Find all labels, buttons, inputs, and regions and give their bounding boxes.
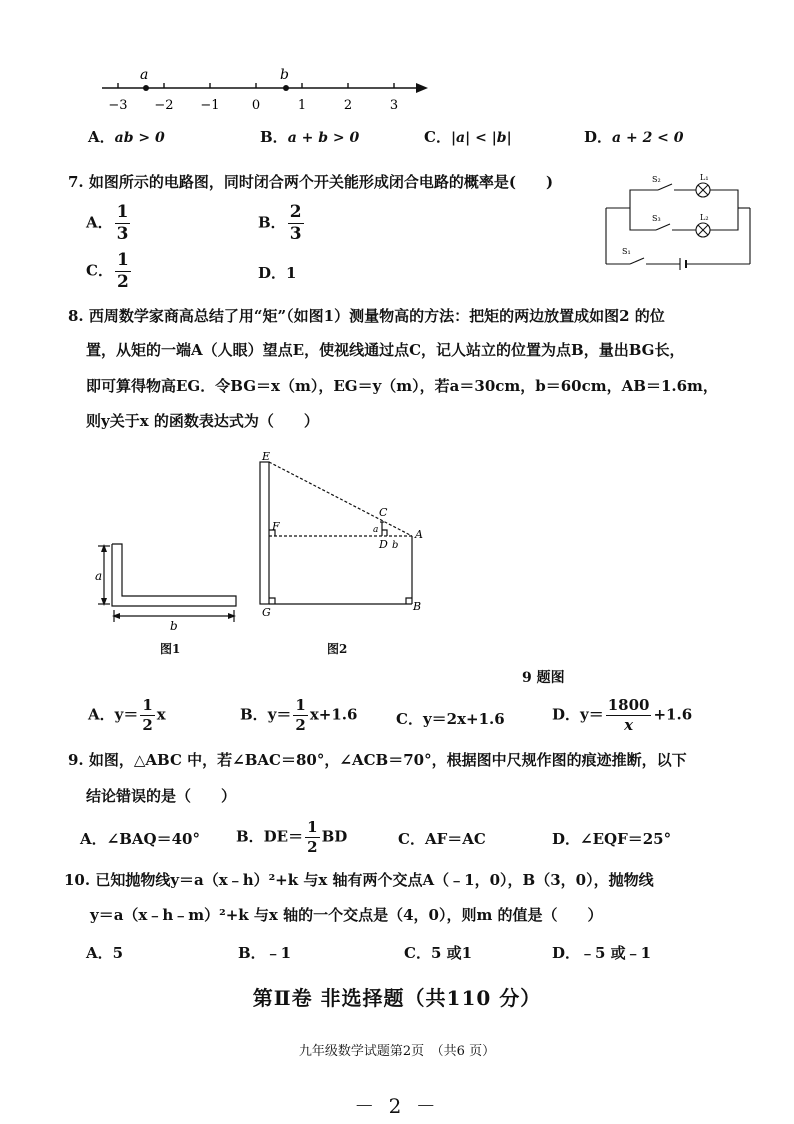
point-a-label: a xyxy=(140,67,149,83)
q6-option-b: B．a + b > 0 xyxy=(260,128,360,146)
q9-line-2: 结论错误的是（ ） xyxy=(86,787,237,805)
point-b-label: b xyxy=(280,67,289,83)
number-line-tick-label: 2 xyxy=(343,98,353,113)
q7-option-a: A． $\frac{1}{3}$ xyxy=(86,202,129,244)
q6-option-c: C．|a| < |b| xyxy=(424,128,512,146)
page-number: － 2 － xyxy=(354,1094,440,1118)
q8-option-c: C．y＝2x+1.6 xyxy=(396,710,505,728)
q8-line-1: 8. 西周数学家商高总结了用“矩”（如图1）测量物高的方法：把矩的两边放置成如图2 的位 xyxy=(68,307,665,325)
q10-option-a: A．5 xyxy=(86,944,124,962)
circuit-diagram xyxy=(596,168,762,274)
fig2-label-b-small: b xyxy=(392,540,399,551)
q9-option-b: B．DE＝ $\frac{1}{2}$ BD xyxy=(236,818,348,856)
fig2-label-a-small: a xyxy=(373,525,379,535)
q10-line-1: 10. 已知抛物线y＝a（x﹣h）²+k 与x 轴有两个交点A（﹣1，0），B（3，0），抛物线 xyxy=(64,871,654,889)
number-line-tick-label: −3 xyxy=(108,98,128,113)
number-line-tick-label: 0 xyxy=(251,98,261,113)
fig2-label-f: F xyxy=(272,520,280,533)
number-line xyxy=(90,66,440,116)
q8-line-2: 置，从矩的一端A（人眼）望点E，使视线通过点C，记人站立的位置为点B，量出BG长， xyxy=(86,341,685,359)
figure-2-caption: 图2 xyxy=(327,642,348,656)
lamp-l1-label: L₁ xyxy=(700,173,709,182)
switch-s1-label: S₁ xyxy=(622,247,631,256)
q10-option-c: C．5 或1 xyxy=(404,944,473,962)
switch-s3-label: S₃ xyxy=(652,214,661,223)
q8-option-d: D．y＝ $\frac{1800}{x}$ +1.6 xyxy=(552,696,693,734)
fig2-label-a: A xyxy=(415,528,423,541)
section-title: 第Ⅱ卷 非选择题（共110 分） xyxy=(252,986,542,1010)
number-line-tick-label: −1 xyxy=(200,98,220,113)
number-line-tick-label: 1 xyxy=(297,98,307,113)
q7-option-b: B． $\frac{2}{3}$ xyxy=(258,202,302,244)
q8-line-4: 则y关于x 的函数表达式为（ ） xyxy=(86,412,319,430)
q9-option-c: C．AF＝AC xyxy=(398,830,486,848)
fig2-label-e: E xyxy=(262,450,271,463)
figure-1-ju xyxy=(90,536,250,636)
fig2-label-c: C xyxy=(379,506,388,519)
figure-9-caption: 9 题图 xyxy=(522,670,565,686)
lamp-l2-label: L₂ xyxy=(700,213,709,222)
q10-option-b: B．﹣1 xyxy=(238,944,292,962)
q8-option-b: B．y＝ $\frac{1}{2}$ x+1.6 xyxy=(240,696,358,734)
q6-option-d: D．a + 2 < 0 xyxy=(584,128,684,146)
q9-line-1: 9. 如图，△ABC 中，若∠BAC＝80°，∠ACB＝70°，根据图中尺规作图的痕迹推断，以下 xyxy=(68,751,687,769)
fig2-label-g: G xyxy=(262,606,271,619)
q10-line-2: y＝a（x﹣h﹣m）²+k 与x 轴的一个交点是（4，0），则m 的值是（ ） xyxy=(90,906,603,924)
number-line-tick-label: 3 xyxy=(389,98,399,113)
page-footer: 九年级数学试题第2页 （共6 页） xyxy=(298,1044,496,1059)
fig1-label-a: a xyxy=(95,569,103,583)
q10-option-d: D．﹣5 或﹣1 xyxy=(552,944,652,962)
q8-option-a: A．y＝ $\frac{1}{2}$ x xyxy=(88,696,166,734)
number-line-tick-label: −2 xyxy=(154,98,174,113)
fig2-label-d: D xyxy=(379,538,388,551)
figure-2 xyxy=(250,450,440,620)
q9-option-d: D．∠EQF＝25° xyxy=(552,830,672,848)
fig1-label-b: b xyxy=(170,619,178,633)
fig2-label-b: B xyxy=(413,600,422,613)
figure-1-caption: 图1 xyxy=(160,642,181,656)
q8-line-3: 即可算得物高EG．令BG＝x（m），EG＝y（m），若a＝30cm，b＝60cm，AB＝1.6m， xyxy=(86,377,718,395)
switch-s2-label: S₂ xyxy=(652,175,661,184)
q6-option-a: A．ab > 0 xyxy=(88,128,165,146)
q9-option-a: A．∠BAQ＝40° xyxy=(80,830,200,848)
q7-option-d: D．1 xyxy=(258,264,297,282)
q7-option-c: C． $\frac{1}{2}$ xyxy=(86,250,129,292)
q7-stem: 7. 如图所示的电路图，同时闭合两个开关能形成闭合电路的概率是( ) xyxy=(68,173,554,191)
